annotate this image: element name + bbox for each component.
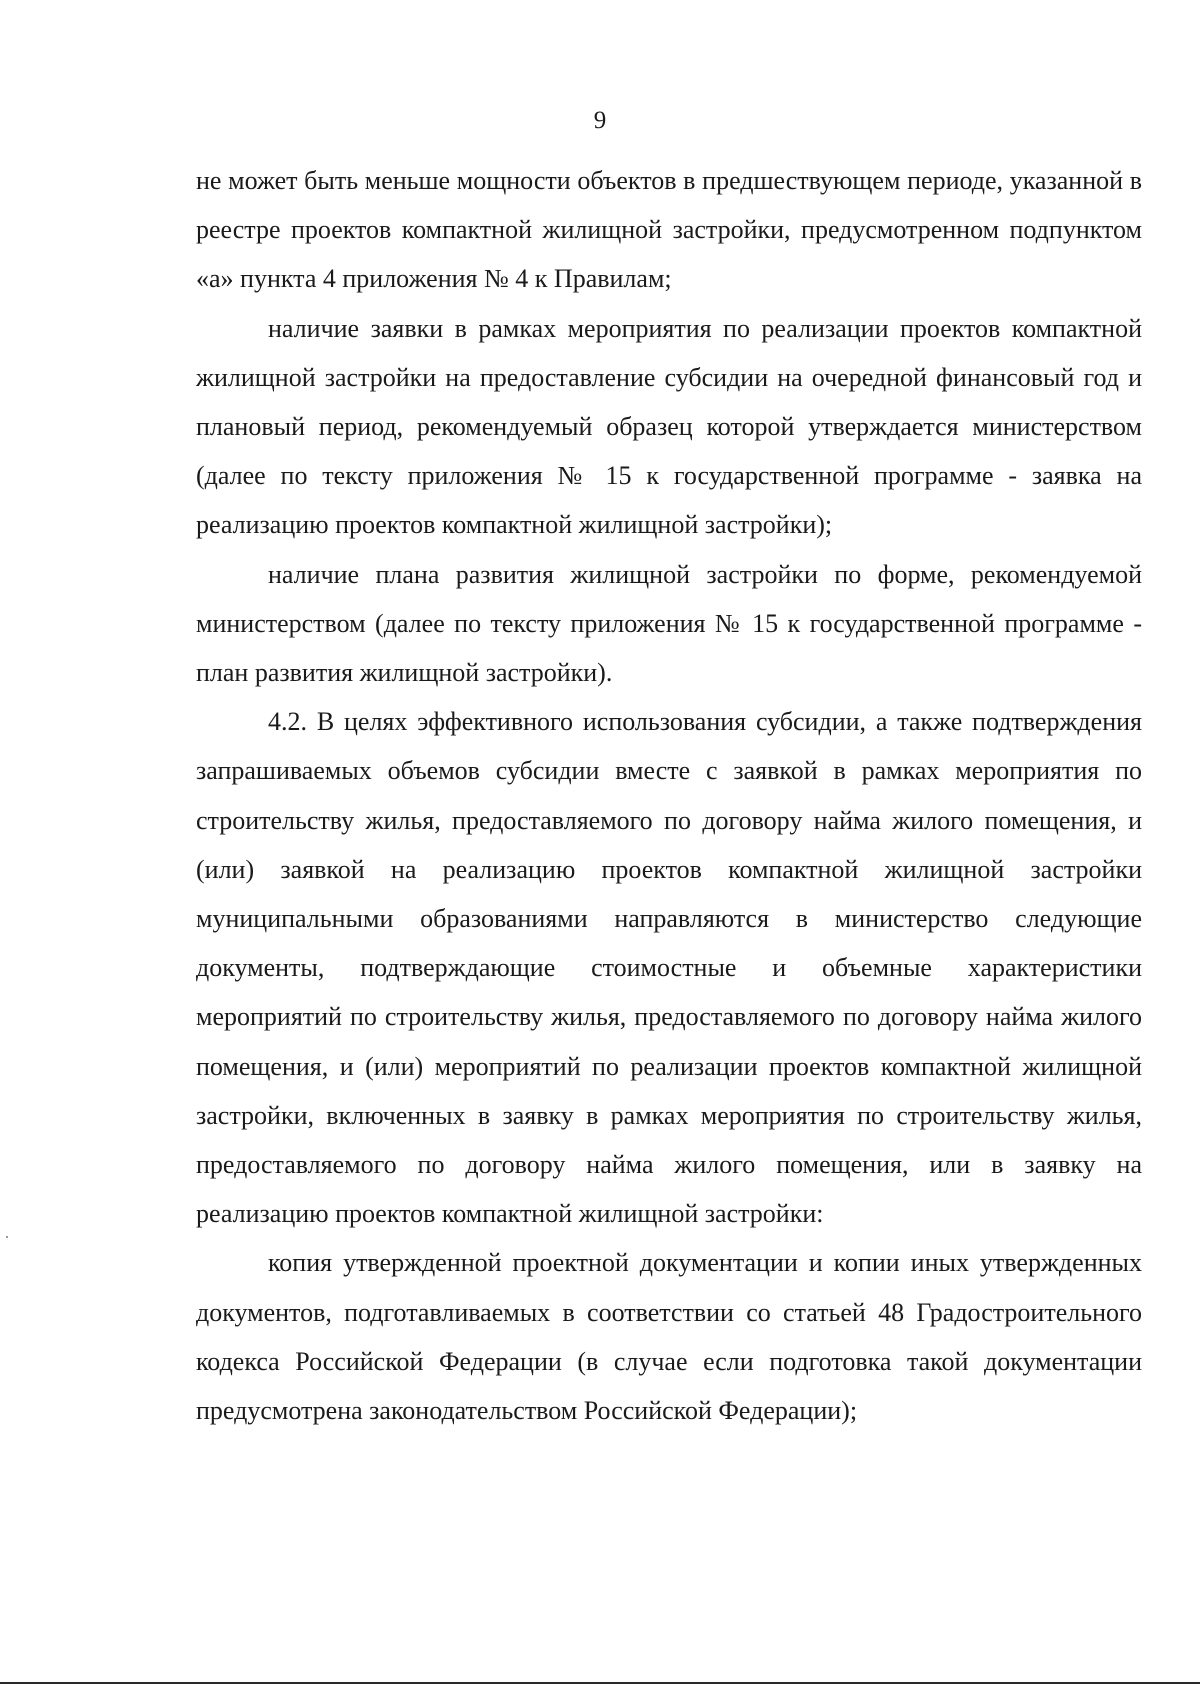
- scan-artifact-mark: [6, 1236, 8, 1238]
- bottom-edge-line: [0, 1682, 1200, 1684]
- paragraph-application-requirement: наличие заявки в рамках мероприятия по реализации проектов компактной жилищной застройки на предоставление субсидии на очередной финансовый год и плановый период, рекомендуемый образец которой утверждается министерством (далее по тексту приложения № 15 к государственной программе - заявка на реализацию проектов компактной жилищной застройки);: [196, 313, 1142, 540]
- page-number: 9: [593, 107, 607, 134]
- paragraph-section-4-2: 4.2. В целях эффективного использования субсидии, а также подтверждения запрашиваемых объемов субсидии вместе с заявкой в рамках мероприятия по строительству жилья, предоставляемого по договору найма жилого помещения, и (или) заявкой на реализацию проектов компактной жилищной застройки муниципальными образованиями направляются в министерство следующие документы, подтверждающие стоимостные и объемные характеристики мероприятий по строительству жилья, предоставляемого по договору найма жилого помещения, и (или) мероприятий по реализации проектов компактной жилищной застройки, включенных в заявку в рамках мероприятия по строительству жилья, предоставляемого по договору найма жилого помещения, или в заявку на реализацию проектов компактной жилищной застройки:: [196, 707, 1142, 1229]
- paragraph-capacity-condition: не может быть меньше мощности объектов в предшествующем периоде, указанной в реестре проектов компактной жилищной застройки, предусмотренном подпунктом «а» пункта 4 приложения № 4 к Правилам;: [196, 166, 1142, 294]
- paragraph-development-plan: наличие плана развития жилищной застройки по форме, рекомендуемой министерством (далее по тексту приложения № 15 к государственной программе - план развития жилищной застройки).: [196, 559, 1142, 688]
- document-body: [196, 156, 1142, 1435]
- paragraph-design-documentation: копия утвержденной проектной документации и копии иных утвержденных документов, подготавливаемых в соответствии со статьей 48 Градостроительного кодекса Российской Федерации (в случае если подготовка такой документации предусмотрена законодательством Российской Федерации);: [196, 1248, 1142, 1426]
